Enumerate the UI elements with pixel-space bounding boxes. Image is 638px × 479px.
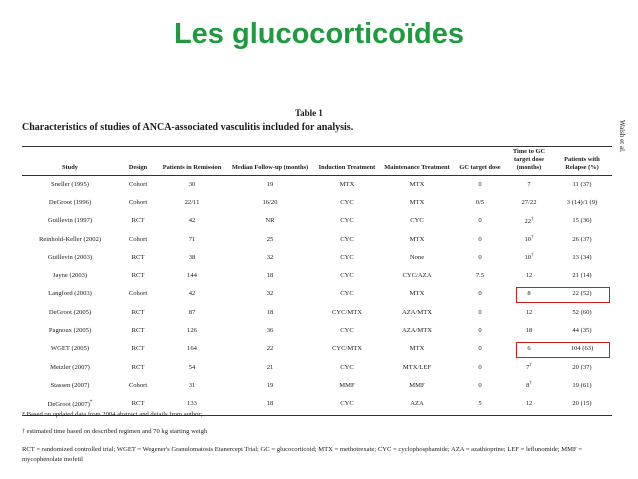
cell-relapse-text: 22 (52) bbox=[572, 290, 592, 298]
cell-time-gc-text: 10 bbox=[524, 236, 532, 244]
cell-maintenance bbox=[380, 395, 454, 413]
cell-patients bbox=[158, 285, 226, 303]
cell-design bbox=[118, 321, 158, 339]
cell-followup-text: 18 bbox=[266, 308, 274, 316]
cell-gc-dose bbox=[454, 358, 506, 376]
cell-followup bbox=[226, 193, 314, 211]
cell-study bbox=[22, 248, 118, 266]
cell-time-gc-text: 12 bbox=[525, 272, 533, 280]
cell-induction-text: CYC bbox=[340, 253, 354, 261]
cell-followup-text: 32 bbox=[266, 253, 274, 261]
cell-maintenance bbox=[380, 340, 454, 358]
cell-relapse-text: 13 (34) bbox=[572, 253, 592, 261]
footnote-dagger-text: estimated time based on described regimen and 70 kg starting weigh bbox=[26, 428, 208, 435]
cell-patients-text: 42 bbox=[188, 217, 196, 225]
cell-induction-text: CYC bbox=[340, 198, 354, 206]
cell-followup bbox=[226, 248, 314, 266]
cell-maintenance-text: CYC/AZA bbox=[402, 272, 432, 280]
cell-gc-dose-text: 5 bbox=[478, 400, 482, 408]
table-top-rule bbox=[22, 146, 612, 147]
cell-maintenance bbox=[380, 285, 454, 303]
cell-followup bbox=[226, 212, 314, 230]
cell-induction bbox=[314, 266, 380, 284]
cell-relapse-text: 21 (14) bbox=[572, 272, 592, 280]
cell-maintenance-text: MTX bbox=[409, 235, 425, 243]
cell-gc-dose-text: 0 bbox=[478, 327, 482, 335]
cell-maintenance bbox=[380, 376, 454, 394]
cell-gc-dose bbox=[454, 212, 506, 230]
cell-relapse bbox=[552, 248, 612, 266]
cell-time-gc bbox=[506, 212, 552, 230]
cell-followup-text: 16/20 bbox=[262, 198, 278, 206]
cell-design bbox=[118, 230, 158, 248]
cell-time-gc-text: 12 bbox=[525, 308, 533, 316]
cell-time-gc-text: 10 bbox=[524, 254, 532, 262]
cell-followup-text: 18 bbox=[266, 272, 274, 280]
cell-design-text: RCT bbox=[131, 327, 145, 335]
cell-maintenance bbox=[380, 266, 454, 284]
cell-study bbox=[22, 321, 118, 339]
footnote-ref-mark: † bbox=[531, 253, 534, 259]
cell-gc-dose-text: 0 bbox=[478, 290, 482, 298]
cell-study bbox=[22, 376, 118, 394]
cell-study bbox=[22, 358, 118, 376]
cell-followup-text: 22 bbox=[266, 345, 274, 353]
cell-maintenance bbox=[380, 193, 454, 211]
cell-time-gc bbox=[506, 193, 552, 211]
table-row bbox=[22, 376, 612, 394]
cell-maintenance bbox=[380, 175, 454, 193]
cell-induction bbox=[314, 358, 380, 376]
cell-patients bbox=[158, 212, 226, 230]
col-header: Time to GC target dose (months) bbox=[512, 148, 546, 171]
cell-gc-dose bbox=[454, 376, 506, 394]
cell-design-text: RCT bbox=[131, 345, 145, 353]
cell-study-text: Reinhold-Keller (2002) bbox=[38, 235, 102, 243]
footnote-dagger-mark: † bbox=[22, 429, 25, 435]
cell-gc-dose-text: 0 bbox=[478, 253, 482, 261]
cell-relapse bbox=[552, 395, 612, 413]
cell-time-gc bbox=[506, 395, 552, 413]
cell-study-text: Guillevin (2003) bbox=[47, 253, 93, 261]
cell-followup bbox=[226, 395, 314, 413]
cell-design-text: RCT bbox=[131, 253, 145, 261]
cell-patients bbox=[158, 303, 226, 321]
cell-design-text: Cohort bbox=[128, 381, 148, 389]
table-header-row bbox=[22, 148, 612, 175]
col-header: Maintenance Treatment bbox=[384, 164, 450, 171]
cell-study-text: DeGroot (2005) bbox=[48, 308, 92, 316]
footnote-ref-mark: † bbox=[529, 363, 532, 369]
cell-time-gc bbox=[506, 230, 552, 248]
cell-patients-text: 30 bbox=[188, 180, 196, 188]
cell-time-gc-text: 7 bbox=[526, 364, 530, 372]
cell-induction bbox=[314, 193, 380, 211]
cell-induction-text: CYC/MTX bbox=[331, 308, 363, 316]
cell-maintenance bbox=[380, 358, 454, 376]
cell-study-text: WGET (2005) bbox=[50, 345, 90, 353]
cell-maintenance-text: MMF bbox=[409, 381, 425, 389]
cell-gc-dose bbox=[454, 175, 506, 193]
cell-study bbox=[22, 340, 118, 358]
cell-gc-dose-text: 7.5 bbox=[475, 272, 485, 280]
cell-time-gc-text: 12 bbox=[525, 400, 533, 408]
cell-gc-dose-text: 0 bbox=[478, 217, 482, 225]
footnote-ref-mark: † bbox=[529, 381, 532, 387]
cell-patients-text: 71 bbox=[188, 235, 196, 243]
cell-induction bbox=[314, 175, 380, 193]
cell-induction bbox=[314, 395, 380, 413]
cell-design-text: RCT bbox=[131, 308, 145, 316]
cell-relapse-text: 11 (37) bbox=[572, 180, 592, 188]
cell-followup-text: 18 bbox=[266, 400, 274, 408]
cell-study bbox=[22, 303, 118, 321]
cell-followup-text: 32 bbox=[266, 290, 274, 298]
cell-induction bbox=[314, 285, 380, 303]
cell-induction bbox=[314, 321, 380, 339]
cell-relapse bbox=[552, 212, 612, 230]
cell-time-gc bbox=[506, 175, 552, 193]
cell-gc-dose-text: 0 bbox=[478, 381, 482, 389]
cell-induction-text: CYC bbox=[340, 272, 354, 280]
cell-induction-text: CYC bbox=[340, 327, 354, 335]
cell-design bbox=[118, 303, 158, 321]
cell-induction bbox=[314, 212, 380, 230]
table-label: Table 1 bbox=[295, 108, 323, 118]
cell-design bbox=[118, 340, 158, 358]
footnote-abbreviations: RCT = randomized controlled trial; WGET = Wegener's Granulomatosis Etanercept Trial; GC = glucocorticoid; MTX = methotrexate; CYC = cyclophosphamide; AZA = azathioprine; LEF = leflunomide; MMF = mycophenolate mofetil bbox=[22, 446, 583, 463]
cell-induction bbox=[314, 248, 380, 266]
cell-patients-text: 22/11 bbox=[184, 198, 200, 206]
cell-patients-text: 54 bbox=[188, 363, 196, 371]
cell-gc-dose bbox=[454, 193, 506, 211]
cell-relapse-text: 104 (63) bbox=[570, 345, 594, 353]
cell-maintenance-text: MTX bbox=[409, 290, 425, 298]
cell-maintenance-text: AZA/MTX bbox=[401, 308, 433, 316]
studies-table bbox=[22, 148, 612, 413]
cell-induction-text: MMF bbox=[339, 381, 355, 389]
cell-relapse-text: 20 (15) bbox=[572, 400, 592, 408]
cell-design-text: Cohort bbox=[128, 290, 148, 298]
cell-patients-text: 87 bbox=[188, 308, 196, 316]
cell-maintenance-text: AZA/MTX bbox=[401, 327, 433, 335]
cell-time-gc bbox=[506, 303, 552, 321]
cell-followup bbox=[226, 340, 314, 358]
cell-study-text: DeGroot (1996) bbox=[48, 198, 92, 206]
cell-induction-text: CYC bbox=[340, 235, 354, 243]
cell-gc-dose bbox=[454, 303, 506, 321]
cell-design bbox=[118, 248, 158, 266]
cell-patients bbox=[158, 321, 226, 339]
cell-time-gc bbox=[506, 266, 552, 284]
cell-gc-dose bbox=[454, 285, 506, 303]
cell-design bbox=[118, 285, 158, 303]
cell-gc-dose bbox=[454, 321, 506, 339]
table-header-rule bbox=[22, 175, 612, 176]
cell-time-gc bbox=[506, 358, 552, 376]
cell-design bbox=[118, 358, 158, 376]
cell-design-text: RCT bbox=[131, 400, 145, 408]
cell-followup bbox=[226, 285, 314, 303]
cell-design-text: RCT bbox=[131, 272, 145, 280]
col-header: Study bbox=[62, 164, 78, 171]
cell-patients bbox=[158, 376, 226, 394]
cell-time-gc-text: 22 bbox=[524, 217, 532, 225]
cell-design bbox=[118, 175, 158, 193]
cell-time-gc bbox=[506, 321, 552, 339]
cell-design-text: RCT bbox=[131, 217, 145, 225]
footnote-ref-mark: * bbox=[89, 399, 93, 405]
col-header: Median Follow-up (months) bbox=[231, 164, 309, 171]
cell-study-text: Langford (2003) bbox=[48, 290, 92, 298]
cell-time-gc bbox=[506, 248, 552, 266]
cell-patients bbox=[158, 230, 226, 248]
cell-relapse bbox=[552, 175, 612, 193]
cell-induction bbox=[314, 303, 380, 321]
cell-study-text: Sneller (1995) bbox=[51, 180, 89, 188]
cell-induction-text: CYC bbox=[340, 217, 354, 225]
cell-relapse bbox=[552, 230, 612, 248]
footnote-dagger bbox=[22, 427, 207, 437]
cell-induction-text: MTX bbox=[339, 180, 355, 188]
cell-gc-dose-text: 0 bbox=[478, 363, 482, 371]
cell-maintenance bbox=[380, 321, 454, 339]
cell-gc-dose-text: 0 bbox=[478, 235, 482, 243]
table-row bbox=[22, 266, 612, 284]
cell-design bbox=[118, 212, 158, 230]
cell-patients-text: 42 bbox=[188, 290, 196, 298]
cell-induction-text: CYC bbox=[340, 290, 354, 298]
cell-patients-text: 144 bbox=[187, 272, 197, 280]
cell-gc-dose bbox=[454, 248, 506, 266]
cell-study-text: Pagnoux (2005) bbox=[48, 327, 92, 335]
table-caption: Characteristics of studies of ANCA-associated vasculitis included for analysis. bbox=[22, 122, 354, 133]
cell-relapse bbox=[552, 266, 612, 284]
cell-study bbox=[22, 212, 118, 230]
cell-design-text: Cohort bbox=[128, 198, 148, 206]
cell-gc-dose-text: 0 bbox=[478, 345, 482, 353]
footnote-star-mark: * bbox=[22, 412, 25, 418]
cell-patients bbox=[158, 340, 226, 358]
footnote-ref-mark: † bbox=[531, 234, 534, 240]
table-row bbox=[22, 303, 612, 321]
cell-design bbox=[118, 193, 158, 211]
cell-induction bbox=[314, 230, 380, 248]
cell-design-text: Cohort bbox=[128, 235, 148, 243]
cell-patients-text: 38 bbox=[188, 253, 196, 261]
cell-maintenance-text: AZA bbox=[410, 400, 424, 408]
cell-time-gc-text: 6 bbox=[527, 345, 531, 353]
cell-time-gc-text: 27/22 bbox=[521, 198, 537, 206]
cell-relapse-text: 20 (37) bbox=[572, 363, 592, 371]
col-header: Patients in Remission bbox=[162, 164, 222, 171]
cell-followup-text: 19 bbox=[266, 381, 274, 389]
cell-gc-dose-text: 0 bbox=[478, 308, 482, 316]
cell-followup bbox=[226, 303, 314, 321]
cell-time-gc-text: 7 bbox=[527, 180, 531, 188]
table-row bbox=[22, 193, 612, 211]
table-row bbox=[22, 230, 612, 248]
cell-followup bbox=[226, 358, 314, 376]
cell-induction-text: CYC bbox=[340, 363, 354, 371]
cell-gc-dose bbox=[454, 395, 506, 413]
highlight-box-langford bbox=[516, 287, 610, 303]
footnote-ref-mark: † bbox=[531, 216, 534, 222]
cell-relapse bbox=[552, 376, 612, 394]
cell-followup-text: 21 bbox=[266, 363, 274, 371]
cell-gc-dose bbox=[454, 230, 506, 248]
cell-study bbox=[22, 230, 118, 248]
cell-relapse-text: 26 (37) bbox=[572, 235, 592, 243]
cell-patients-text: 126 bbox=[187, 327, 197, 335]
cell-study-text: Guillevin (1997) bbox=[47, 217, 93, 225]
cell-followup bbox=[226, 175, 314, 193]
cell-study bbox=[22, 285, 118, 303]
cell-relapse-text: 15 (36) bbox=[572, 217, 592, 225]
cell-maintenance-text: MTX bbox=[409, 198, 425, 206]
cell-followup bbox=[226, 230, 314, 248]
cell-followup-text: 25 bbox=[266, 235, 274, 243]
cell-design-text: RCT bbox=[131, 363, 145, 371]
table-row bbox=[22, 212, 612, 230]
cell-study bbox=[22, 266, 118, 284]
cell-study bbox=[22, 193, 118, 211]
table-row bbox=[22, 321, 612, 339]
cell-patients bbox=[158, 175, 226, 193]
cell-time-gc-text: 18 bbox=[525, 327, 533, 335]
cell-gc-dose bbox=[454, 340, 506, 358]
cell-followup bbox=[226, 376, 314, 394]
cell-induction bbox=[314, 340, 380, 358]
cell-maintenance bbox=[380, 248, 454, 266]
cell-patients-text: 164 bbox=[187, 345, 197, 353]
cell-relapse-text: 44 (35) bbox=[572, 327, 592, 335]
table-row bbox=[22, 248, 612, 266]
highlight-box-wget bbox=[516, 342, 610, 358]
cell-design bbox=[118, 376, 158, 394]
cell-patients bbox=[158, 248, 226, 266]
col-header: GC target dose bbox=[459, 164, 501, 171]
cell-patients-text: 31 bbox=[188, 381, 196, 389]
cell-relapse bbox=[552, 358, 612, 376]
cell-patients bbox=[158, 358, 226, 376]
table-row bbox=[22, 175, 612, 193]
cell-maintenance-text: CYC bbox=[410, 217, 424, 225]
cell-maintenance-text: None bbox=[409, 253, 425, 261]
cell-patients-text: 133 bbox=[187, 400, 197, 408]
slide-title: Les glucocorticoïdes bbox=[173, 18, 465, 50]
cell-time-gc bbox=[506, 376, 552, 394]
cell-followup-text: 36 bbox=[266, 327, 274, 335]
cell-followup bbox=[226, 321, 314, 339]
cell-gc-dose-text: 0/5 bbox=[475, 198, 485, 206]
cell-maintenance bbox=[380, 212, 454, 230]
cell-maintenance-text: MTX bbox=[409, 180, 425, 188]
cell-maintenance bbox=[380, 303, 454, 321]
cell-followup bbox=[226, 266, 314, 284]
cell-design bbox=[118, 266, 158, 284]
cell-gc-dose bbox=[454, 266, 506, 284]
cell-relapse-text: 3 (14)/1 (9) bbox=[566, 198, 598, 206]
cell-patients bbox=[158, 193, 226, 211]
cell-study-text: Jayne (2003) bbox=[52, 272, 88, 280]
cell-relapse bbox=[552, 303, 612, 321]
cell-study-text: DeGroot (2007) bbox=[47, 400, 90, 408]
cell-maintenance bbox=[380, 230, 454, 248]
table-row bbox=[22, 358, 612, 376]
cell-relapse bbox=[552, 321, 612, 339]
col-header: Induction Treatment bbox=[318, 164, 376, 171]
cell-study-text: Metzler (2007) bbox=[50, 363, 90, 371]
cell-induction bbox=[314, 376, 380, 394]
cell-time-gc-text: 8 bbox=[527, 290, 531, 298]
cell-relapse-text: 19 (61) bbox=[572, 381, 592, 389]
cell-followup-text: NR bbox=[265, 217, 275, 225]
footnote-star-text: Based on updated data from 2004 abstract and details from author; bbox=[26, 411, 203, 418]
cell-relapse bbox=[552, 193, 612, 211]
side-citation: Walsh et al. bbox=[618, 120, 626, 153]
col-header: Design bbox=[128, 164, 148, 171]
cell-induction-text: CYC/MTX bbox=[331, 345, 363, 353]
cell-study bbox=[22, 175, 118, 193]
cell-design-text: Cohort bbox=[128, 180, 148, 188]
cell-patients bbox=[158, 266, 226, 284]
cell-time-gc-text: 8 bbox=[526, 382, 530, 390]
cell-study-text: Stassen (2007) bbox=[50, 381, 90, 389]
cell-relapse-text: 52 (60) bbox=[572, 308, 592, 316]
cell-followup-text: 19 bbox=[266, 180, 274, 188]
cell-gc-dose-text: 0 bbox=[478, 180, 482, 188]
cell-maintenance-text: MTX bbox=[409, 345, 425, 353]
cell-induction-text: CYC bbox=[340, 400, 354, 408]
footnote-star bbox=[22, 410, 202, 420]
col-header: Patients with Relapse (%) bbox=[564, 156, 600, 171]
cell-maintenance-text: MTX/LEF bbox=[402, 363, 432, 371]
